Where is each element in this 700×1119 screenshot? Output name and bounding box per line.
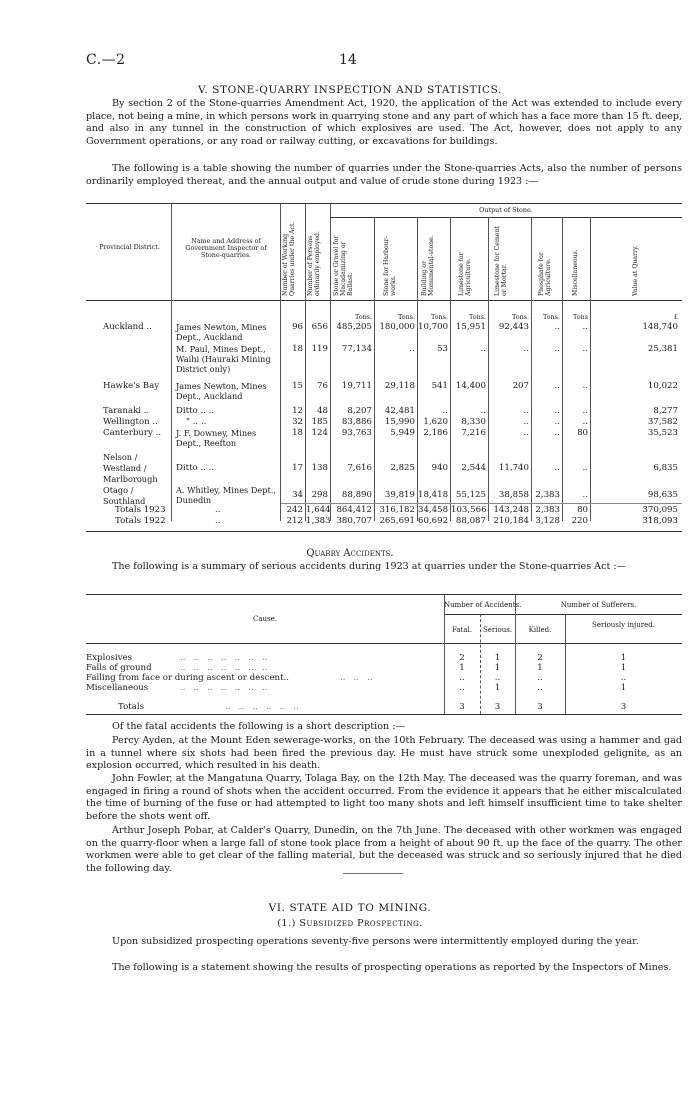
harbour-cell: 15,990 — [384, 417, 415, 427]
table-column-rule — [171, 203, 172, 521]
lime-agri-cell: 8,330 — [461, 417, 486, 427]
unit-label: Tons. — [397, 313, 415, 321]
table-rule — [86, 594, 682, 595]
building-cell: 53 — [437, 344, 448, 354]
inspector-cell: A. Whitley, Mines Dept., Dunedin — [176, 485, 276, 505]
harbour-cell: 180,000 — [379, 322, 415, 332]
unit-label: Tons. — [354, 313, 372, 321]
ditto-dots: .. — [215, 516, 221, 526]
table-column-rule — [374, 217, 375, 521]
table-rule — [86, 203, 682, 204]
lime-agri-cell: 88,087 — [455, 516, 486, 526]
harbour-cell: 29,118 — [384, 381, 415, 391]
lime-agri-cell: 14,400 — [455, 381, 486, 391]
column-header: Limestone for Cement or Mortar. — [494, 226, 508, 296]
cause-cell: Falling from face or during ascent or descent.. — [86, 673, 289, 683]
lime-cement-cell: 207 — [512, 381, 529, 391]
gravel-cell: 19,711 — [341, 381, 372, 391]
quarries-cell: 32 — [292, 417, 303, 427]
column-header: Phosphate for Agriculture. — [538, 252, 552, 296]
persons-cell: 298 — [311, 490, 328, 500]
phosphate-cell: .. — [554, 322, 560, 332]
table-column-rule — [450, 217, 451, 521]
lime-agri-cell: .. — [480, 344, 486, 354]
persons-cell: 1,644 — [306, 505, 331, 515]
phosphate-cell: 2,383 — [535, 490, 560, 500]
column-header: Number of Persons ordinarily employed. — [307, 231, 321, 296]
table-rule — [281, 503, 682, 504]
misc-cell: .. — [582, 417, 588, 427]
value-cell: 37,582 — [647, 417, 678, 427]
persons-cell: 119 — [311, 344, 328, 354]
killed-cell: 1 — [537, 663, 543, 673]
gravel-cell: 88,890 — [341, 490, 372, 500]
building-cell: 541 — [431, 381, 448, 391]
quarries-cell: 212 — [286, 516, 303, 526]
inspector-cell: James Newton, Mines Dept., Auckland — [176, 322, 267, 342]
misc-cell: 80 — [577, 505, 588, 515]
fatal-cell: .. — [459, 673, 465, 683]
misc-cell: .. — [582, 344, 588, 354]
value-cell: 6,835 — [653, 463, 678, 473]
phosphate-cell: 3,128 — [535, 516, 560, 526]
phosphate-cell: .. — [554, 406, 560, 416]
harbour-cell: 39,819 — [384, 490, 415, 500]
building-cell: 940 — [431, 463, 448, 473]
unit-label: Tons. — [468, 313, 486, 321]
injured-cell: 1 — [620, 653, 627, 663]
building-cell: 34,458 — [418, 505, 449, 515]
accident-description: Percy Ayden, at the Mount Eden sewerage-works, on the 10th February. The deceased was using a hammer and gad in a tunnel where six shots had been fired the previous day. He must have struck some unexploded gelignite, as an explosion occurred, which resulted in his death. — [86, 735, 682, 772]
misc-cell: .. — [582, 406, 588, 416]
lime-agri-cell: 55,125 — [455, 490, 486, 500]
value-cell: 98,635 — [647, 490, 678, 500]
fatal-cell: 3 — [459, 702, 465, 712]
table-column-rule — [330, 203, 331, 521]
unit-label: Tons. — [511, 313, 529, 321]
value-cell: 35,523 — [647, 428, 678, 438]
value-cell: 25,381 — [647, 344, 678, 354]
district-cell: Auckland .. — [103, 322, 152, 332]
building-cell: 10,700 — [418, 322, 449, 332]
value-cell: 370,095 — [642, 505, 678, 515]
building-cell: 18,418 — [418, 490, 449, 500]
column-header: Value at Quarry. — [632, 245, 639, 296]
misc-cell: .. — [582, 490, 588, 500]
misc-cell: 220 — [571, 516, 588, 526]
table-rule — [86, 714, 682, 715]
killed-cell: .. — [537, 683, 543, 693]
harbour-cell: 2,825 — [390, 463, 415, 473]
persons-cell: 138 — [311, 463, 328, 473]
accident-description: Arthur Joseph Pobar, at Calder's Quarry, Dunedin, on the 7th June. The deceased with other workmen was engaged on the quarry-floor when a large fall of stone took place from a height of about 90 ft. up the face of the quarry. The other workmen were able to get clear of the falling material, but the deceased was struck and so seriously injured that he died the following day. — [86, 825, 682, 874]
killed-cell: .. — [537, 673, 543, 683]
quarries-cell: 34 — [292, 490, 303, 500]
quarries-cell: 17 — [292, 463, 303, 473]
serious-cell: 1 — [494, 663, 501, 673]
persons-cell: 1,383 — [306, 516, 331, 526]
value-cell: 318,093 — [642, 516, 678, 526]
value-cell: 10,022 — [647, 381, 678, 391]
ditto-dots: .. — [215, 505, 221, 515]
persons-cell: 76 — [317, 381, 328, 391]
table-column-rule — [590, 217, 591, 521]
injured-cell: .. — [620, 673, 627, 683]
district-cell: Taranaki .. — [103, 406, 150, 416]
inspector-cell: M. Paul, Mines Dept., Waihi (Hauraki Mining District only) — [176, 344, 271, 374]
table-column-rule — [562, 217, 563, 521]
persons-cell: 656 — [311, 322, 328, 332]
lime-cement-cell: 38,858 — [498, 490, 529, 500]
column-header: Name and Address of Government Inspector of Stone-quarries. — [185, 237, 267, 260]
section-paragraph: By section 2 of the Stone-quarries Amendment Act, 1920, the application of the Act was extended to include every place, not being a mine, in which persons work in quarrying stone and any part of which has a face more than 15 ft. deep, and also in any tunnel in the construction of which explosives are used. The Act, however, does not apply to any Government operations, or any road or railway cutting, or excavations for buildings. — [86, 98, 682, 147]
column-header: Building or Monumental-stone. — [421, 235, 435, 296]
lime-cement-cell: .. — [523, 417, 529, 427]
phosphate-cell: .. — [554, 463, 560, 473]
lime-cement-cell: .. — [523, 344, 529, 354]
inspector-cell: " .. .. — [186, 417, 207, 427]
injured-cell: 1 — [620, 683, 627, 693]
injured-cell: 3 — [620, 702, 627, 712]
subsection-title: Quarry Accidents. — [306, 548, 394, 559]
district-cell: Hawke's Bay — [103, 381, 160, 391]
inspector-cell: Ditto .. .. — [176, 406, 215, 416]
gravel-cell: 7,616 — [347, 463, 372, 473]
gravel-cell: 380,707 — [336, 516, 372, 526]
section-title: V. STONE-QUARRY INSPECTION AND STATISTICS. — [198, 84, 502, 96]
page-reference: C.—2 — [86, 52, 126, 68]
building-cell: 60,692 — [418, 516, 449, 526]
injured-cell: 1 — [620, 663, 627, 673]
column-header: Stone or Gravel for Macadamizing or Ballast. — [333, 235, 354, 296]
lime-agri-cell: 2,544 — [461, 463, 486, 473]
totals-label: Totals 1922 — [115, 516, 166, 526]
serious-cell: 1 — [494, 683, 501, 693]
phosphate-cell: .. — [554, 381, 560, 391]
page-number: 14 — [339, 52, 357, 68]
harbour-cell: 316,182 — [379, 505, 415, 515]
column-header: Number of Sufferers. — [560, 601, 637, 609]
table-column-rule — [417, 217, 418, 521]
lime-agri-cell: .. — [480, 406, 486, 416]
table-column-rule — [488, 217, 489, 521]
inspector-cell: J. F. Downey, Mines Dept., Reefton — [176, 428, 257, 448]
phosphate-cell: .. — [554, 417, 560, 427]
phosphate-cell: .. — [554, 428, 560, 438]
district-cell: Otago / Southland — [103, 485, 146, 506]
serious-cell: 3 — [494, 702, 501, 712]
lime-agri-cell: 103,566 — [451, 505, 487, 515]
gravel-cell: 83,886 — [341, 417, 372, 427]
building-cell: 2,186 — [423, 428, 448, 438]
building-cell: 1,620 — [423, 417, 448, 427]
phosphate-cell: 2,383 — [535, 505, 560, 515]
column-header: Killed. — [528, 626, 552, 634]
column-header: Provincial District. — [99, 243, 160, 251]
harbour-cell: 265,691 — [379, 516, 415, 526]
value-cell: 8,277 — [653, 406, 678, 416]
lime-agri-cell: 7,216 — [461, 428, 486, 438]
section-paragraph: The following is a summary of serious accidents during 1923 at quarries under the Stone-quarries Act :— — [112, 561, 627, 572]
table-column-rule — [531, 217, 532, 521]
unit-label: Tons. — [542, 313, 560, 321]
serious-cell: 1 — [494, 653, 501, 663]
district-cell: Nelson / Westland / Marlborough — [103, 452, 158, 484]
quarries-cell: 96 — [292, 322, 303, 332]
unit-label: Tons — [572, 313, 588, 321]
column-header: Limestone for Agriculture. — [458, 252, 472, 296]
gravel-cell: 93,763 — [341, 428, 372, 438]
building-cell: .. — [442, 406, 448, 416]
leader-dots: .. .. .. — [340, 673, 373, 683]
lime-cement-cell: 143,248 — [493, 505, 529, 515]
column-header: Seriously injured. — [592, 621, 655, 629]
persons-cell: 48 — [317, 406, 328, 416]
fatal-cell: 2 — [459, 653, 465, 663]
misc-cell: .. — [582, 463, 588, 473]
gravel-cell: 77,134 — [341, 344, 372, 354]
leader-dots: .. .. .. .. .. .. .. — [180, 683, 268, 693]
inspector-cell: Ditto .. .. — [176, 463, 215, 473]
table-rule — [86, 531, 682, 532]
lime-cement-cell: .. — [523, 406, 529, 416]
accident-description: John Fowler, at the Mangatuna Quarry, Tolaga Bay, on the 12th May. The deceased was the quarry foreman, and was engaged in firing a round of shots when the accident occurred. From the evidence it appears that he either miscalculated the time of burning of the fuse or had attempted to light too many shots and left himself insufficient time to take shelter before the shots went off. — [86, 773, 682, 822]
unit-label: Tons. — [430, 313, 448, 321]
column-header: Cause. — [253, 615, 277, 623]
quarries-cell: 18 — [292, 344, 303, 354]
lime-cement-cell: 11,740 — [498, 463, 529, 473]
section-title: VI. STATE AID TO MINING. — [268, 902, 432, 914]
inspector-cell: James Newton, Mines Dept., Auckland — [176, 381, 267, 401]
section-divider — [343, 873, 403, 874]
column-header: Stone for Harbour-works. — [383, 236, 397, 296]
section-paragraph: Of the fatal accidents the following is a short description :— — [112, 721, 406, 732]
gravel-cell: 8,207 — [347, 406, 372, 416]
section-paragraph: Upon subsidized prospecting operations seventy-five persons were intermittently employed during the year. — [112, 936, 639, 947]
misc-cell: 80 — [577, 428, 588, 438]
lime-cement-cell: 92,443 — [498, 322, 529, 332]
gravel-cell: 485,205 — [336, 322, 372, 332]
quarries-cell: 18 — [292, 428, 303, 438]
totals-label: Totals 1923 — [115, 505, 166, 515]
harbour-cell: .. — [409, 344, 415, 354]
killed-cell: 2 — [537, 653, 543, 663]
district-cell: Wellington .. — [103, 417, 158, 427]
cause-cell: Falls of ground — [86, 663, 152, 673]
column-header: Number of Working Quarries under the Act. — [282, 221, 296, 296]
leader-dots: .. .. .. .. .. .. .. — [180, 653, 268, 663]
quarries-cell: 12 — [292, 406, 303, 416]
misc-cell: .. — [582, 322, 588, 332]
quarries-cell: 242 — [286, 505, 303, 515]
misc-cell: .. — [582, 381, 588, 391]
section-paragraph: The following is a table showing the number of quarries under the Stone-quarries Acts, also the number of persons ordinarily employed thereat, and the annual output and value of crude stone during 1923 :— — [86, 163, 682, 187]
lime-cement-cell: .. — [523, 428, 529, 438]
phosphate-cell: .. — [554, 344, 560, 354]
table-column-rule — [305, 203, 306, 521]
fatal-cell: .. — [459, 683, 465, 693]
killed-cell: 3 — [537, 702, 543, 712]
column-header: Serious. — [482, 626, 513, 634]
serious-cell: .. — [494, 673, 501, 683]
leader-dots: .. .. .. .. .. .. .. — [180, 663, 268, 673]
fatal-cell: 1 — [459, 663, 465, 673]
unit-label: £ — [673, 313, 678, 321]
gravel-cell: 864,412 — [336, 505, 372, 515]
harbour-cell: 5,949 — [390, 428, 415, 438]
cause-cell: Miscellaneous — [86, 683, 149, 693]
column-header: Number of Accidents. — [444, 601, 522, 609]
district-cell: Canterbury .. — [103, 428, 162, 438]
cause-cell: Explosives — [86, 653, 133, 663]
value-cell: 148,740 — [642, 322, 678, 332]
totals-label: Totals — [118, 702, 144, 712]
table-rule — [330, 217, 682, 218]
lime-agri-cell: 15,951 — [455, 322, 486, 332]
table-rule — [86, 300, 682, 301]
harbour-cell: 42,481 — [384, 406, 415, 416]
persons-cell: 124 — [311, 428, 328, 438]
table-column-rule — [280, 203, 281, 521]
section-paragraph: The following is a statement showing the results of prospecting operations as reported by the Inspectors of Mines. — [112, 962, 672, 973]
column-header: Fatal. — [451, 626, 472, 634]
quarries-cell: 15 — [292, 381, 303, 391]
persons-cell: 185 — [311, 417, 328, 427]
lime-cement-cell: 210,184 — [493, 516, 529, 526]
column-header: Output of Stone. — [479, 206, 533, 214]
column-header: Miscellaneous. — [572, 249, 579, 296]
leader-dots: .. .. .. .. .. .. — [225, 702, 299, 712]
subsection-title: (1.) Subsidized Prospecting. — [277, 918, 423, 929]
table-rule — [86, 643, 682, 644]
